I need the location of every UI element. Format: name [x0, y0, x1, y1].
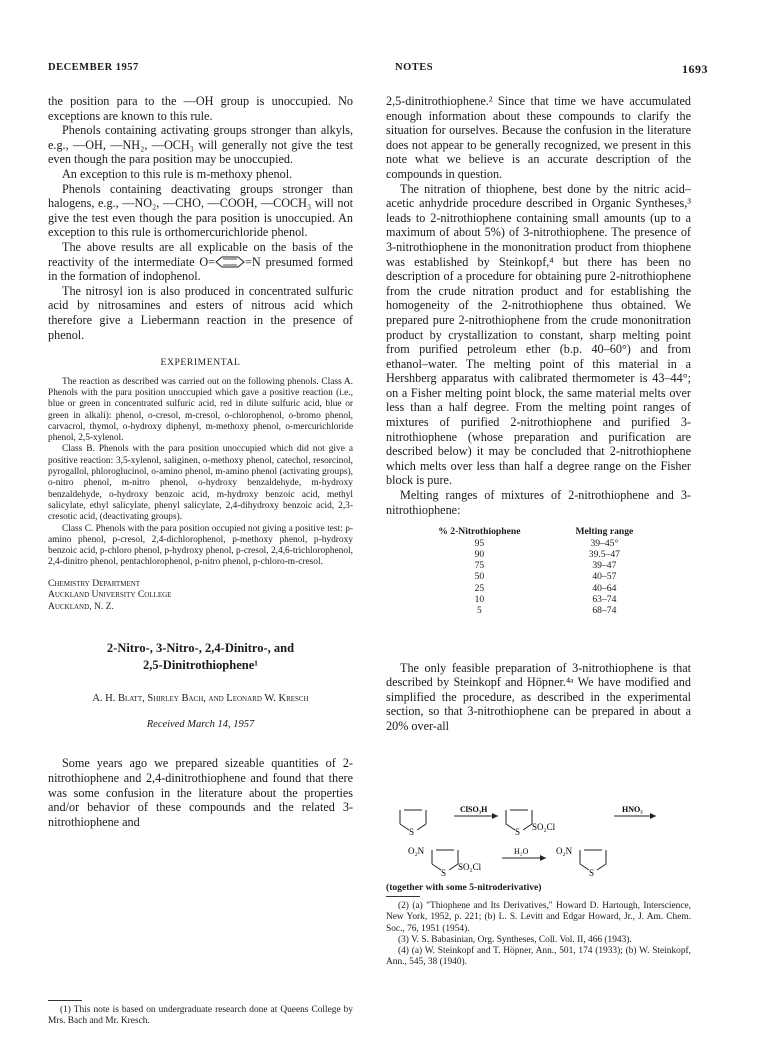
footnote-text: (2) (a) "Thiophene and Its Derivatives," Howard D. Hartough, Interscience, New York, 1952, p. 221; (b) L. S. Levitt and Edgar Howard, Jr., J. Am. Chem. Soc., 76, 1951 (1954).	[386, 901, 691, 934]
melting-range-table	[406, 526, 656, 616]
paragraph: The only feasible preparation of 3-nitrothiophene is that described by Steinkopf and Höpner.⁴ᵃ We have modified and simplified the procedure, as described in the experimental section, so that 3-nitrothiophene can be prepared in about a 20% over-all	[386, 660, 691, 733]
affiliation-line: Auckland University College	[48, 589, 172, 601]
article-title-line: 2,5-Dinitrothiophene¹	[143, 658, 258, 673]
arrow-head	[492, 813, 498, 819]
table-row	[406, 560, 656, 571]
paragraph: The nitration of thiophene, best done by the nitric acid–acetic anhydride procedure described in Organic Syntheses,³ leads to 2-nitrothiophene containing small amounts (up to a maximum of about 5%) of 3-nitrothiophene. The presence of 3-nitrothiophene in the mononitration product from thiophene was established by Steinkopf,⁴ but there has been no description of a procedure for obtaining pure 2-nitrothiophene from the crude nitration product and for establishing the homogeneity of the 2-nitrothiophene thus obtained. We prepared pure 2-nitrothiophene from the crude mononitration product by crystallization to constant, sharp melting point from purified petroleum ether (b.p. 40–60°) and from ethanol–water. The melting point of this material in a Hershberg apparatus with calibrated thermometer is 43–44°; on a Fisher melting point block, the same material melts over less than a half degree. From the melting point ranges of mixtures of purified 2-nitrothiophene and purified 3-nitrothiophene (whose preparation and purification are described below) it may be concluded that 2-nitrothiophene which melts over less than half a degree range on the Fisher block is pure.	[386, 181, 691, 488]
received-date: Received March 14, 1957	[146, 718, 255, 730]
table-cell: 25	[474, 582, 485, 594]
reaction-scheme	[386, 800, 691, 880]
table-row	[406, 605, 656, 616]
sulfur-label: S	[441, 868, 447, 878]
table-cell: 68–74	[592, 605, 617, 617]
experimental-section	[48, 377, 353, 569]
footnote-text: (3) V. S. Babasinian, Org. Syntheses, Coll. Vol. II, 466 (1943).	[398, 934, 632, 945]
left-column	[48, 94, 353, 829]
table-cell: 10	[474, 594, 485, 605]
paragraph-text: presumed formed in the formation of indophenol.	[48, 254, 353, 284]
reagent-label: ClSO₃H	[460, 805, 488, 814]
experimental-paragraph: The reaction as described was carried out on the following phenols. Class A. Phenols with the para position unoccupied which gave a positive reaction (i.e., blue or green in concentrated sulfuric acid, red in dilute sulfuric acid, blue or green in alkali): phenol, o-cresol, m-cresol, o-chlorophenol, o-bromo phenol, carvacrol, thymol, o-hydroxy diphenyl, m-methoxy phenol, o-mercurichloride phenol, 2,5-xylenol.	[48, 376, 353, 444]
table-row	[406, 538, 656, 549]
paragraph: The nitrosyl ion is also produced in concentrated sulfuric acid by nitrosamines and esters of nitrous acid which therefore give a Liebermann reaction in the presence of phenol.	[48, 283, 353, 342]
substituent-label: SO₂Cl	[458, 862, 482, 872]
reagent-label: H₂O	[514, 847, 529, 856]
paragraph: Some years ago we prepared sizeable quantities of 2-nitrothiophene and 2,4-dinitrothiophene and found that there was some confusion in the literature about the properties and/or behavior of these compounds and the related 3-nitrothiophene and	[48, 756, 353, 829]
experimental-paragraph: Class C. Phenols with the para position occupied not giving a positive test: p-amino phenol, p-cresol, 2,4-dichlorophenol, p-methoxy phenol, p-hydroxy benzoic acid, p-chloro phenol, p-hydroxy phenol, p-cresol, 2,4,6-trichlorophenol, 2,4-dinitro phenol, pentachlorophenol, p-nitro phenol, p-chloro-m-cresol.	[48, 523, 353, 568]
sulfur-label: S	[409, 827, 415, 837]
table-cell: 39.5–47	[588, 548, 620, 560]
footnote-text: (4) (a) W. Steinkopf and T. Höpner, Ann., 501, 174 (1933); (b) W. Steinkopf, Ann., 545, 38 (1940).	[386, 946, 691, 968]
table-cell: 40–64	[592, 582, 617, 594]
arrow-head	[540, 855, 546, 861]
article-title-line: 2-Nitro-, 3-Nitro-, 2,4-Dinitro-, and	[106, 641, 295, 656]
paragraph-text: The above results are all explicable on the basis of the reactivity of the intermediate O=	[48, 239, 353, 269]
paragraph: the position para to the —OH group is unoccupied. No exceptions are known to this rule.	[48, 94, 353, 123]
right-column	[386, 94, 691, 734]
table-cell: 75	[474, 560, 485, 572]
running-header-section: NOTES	[395, 62, 434, 73]
table-row	[406, 594, 656, 605]
affiliation-line: Chemistry Department	[48, 577, 141, 589]
thiophene-ring	[432, 850, 458, 870]
paragraph: Phenols containing deactivating groups stronger than halogens, e.g., —NO₂, —CHO, —COOH, —COCH₃ will not give the test even though the para position is unoccupied. An exception to this rule is orthomercurichloride phenol.	[48, 181, 353, 240]
table-cell: 95	[474, 537, 485, 549]
authors: A. H. Blatt, Shirley Bach, and Leonard W. Kresch	[92, 693, 309, 705]
table-cell: 40–57	[592, 571, 617, 583]
table-cell: 39–47	[592, 560, 617, 572]
footnote-text: (1) This note is based on undergraduate research done at Queens College by Mrs. Bach and Mr. Kresch.	[48, 1005, 353, 1027]
substituent-label: O₂N	[556, 846, 573, 856]
table-row	[406, 583, 656, 594]
page-number: 1693	[682, 62, 708, 76]
quinone-ring-structure	[215, 256, 245, 268]
paragraph: 2,5-dinitrothiophene.² Since that time we have accumulated enough information about these compounds to clarify the situation for ourselves. Because the confusion in the literature does not appear to be generally recognized, we present in this note what we believe is an accurate description of the compounds in question.	[386, 94, 691, 181]
table-header: Melting range	[575, 526, 634, 538]
footnote-1	[48, 1005, 353, 1028]
experimental-paragraph: Class B. Phenols with the para position unoccupied which did not give a positive reaction: 3,5-xylenol, saliginen, o-methoxy phenol, catechol, resorcinol, pyrogallol, phloroglucinol, o-amino phenol, m-amino phenol (activating groups), o-nitro phenol, m-nitro phenol, o-hydroxy benzaldehyde, m-hydroxy benzaldehyde, o-hydroxy benzoic acid, m-hydroxy benzoic acid, methyl salicylate, ethyl salicylate, phenyl salicylate, 2,4-dihydroxy benzoic acid, 2,3-cresotic acid, (deactivating groups).	[48, 444, 353, 523]
table-row	[406, 571, 656, 582]
table-cell: 5	[476, 605, 482, 617]
experimental-heading: EXPERIMENTAL	[160, 357, 241, 369]
sulfur-label: S	[589, 868, 595, 878]
running-header-date: DECEMBER 1957	[48, 62, 139, 73]
substituent-label: SO₂Cl	[532, 822, 556, 832]
scheme-caption: (together with some 5-nitroderivative)	[386, 882, 542, 893]
table-cell: 63–74	[592, 594, 617, 605]
paragraph-text: =N	[245, 254, 261, 269]
footnote-rule	[386, 896, 420, 897]
paragraph: An exception to this rule is m-methoxy phenol.	[62, 166, 293, 181]
arrow-head	[650, 813, 656, 819]
thiophene-ring	[580, 850, 606, 870]
paragraph-quinone-intermediate	[48, 240, 353, 284]
article-title	[48, 640, 353, 674]
table-row	[406, 549, 656, 560]
table-cell: 90	[474, 548, 485, 560]
sulfur-label: S	[515, 827, 521, 837]
table-header-row	[406, 526, 656, 537]
substituent-label: O₂N	[408, 846, 425, 856]
affiliation-line: Auckland, N. Z.	[48, 600, 114, 612]
table-cell: 39–45°	[590, 537, 619, 549]
table-header: % 2-Nitrothiophene	[438, 526, 521, 538]
paragraph: Melting ranges of mixtures of 2-nitrothiophene and 3-nitrothiophene:	[386, 488, 691, 517]
reagent-label: HNO₃	[622, 805, 643, 814]
footnotes-right	[386, 901, 691, 969]
affiliation	[48, 578, 353, 613]
footnote-rule	[48, 1000, 82, 1001]
paragraph: Phenols containing activating groups stronger than alkyls, e.g., —OH, —NH₂, —OCH₃ will generally not give the test even though the para position may be unoccupied.	[48, 123, 353, 167]
table-cell: 50	[474, 571, 485, 583]
